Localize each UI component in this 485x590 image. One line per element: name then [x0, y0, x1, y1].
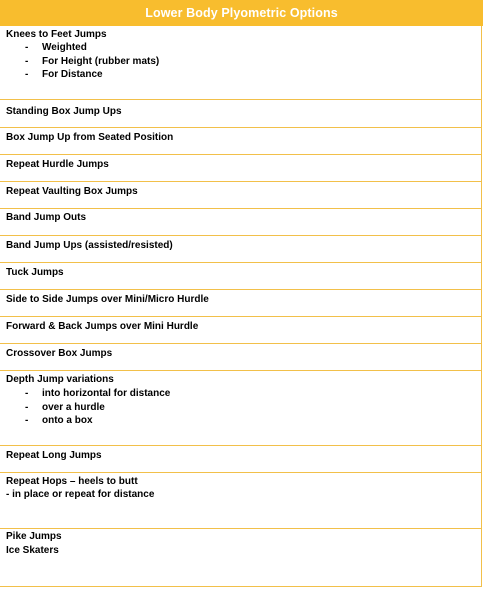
- bullet-dash: -: [25, 388, 29, 399]
- bullet-dash: -: [25, 42, 29, 53]
- sub-item: For Height (rubber mats): [42, 56, 160, 67]
- row-label: Knees to Feet Jumps: [6, 29, 107, 40]
- table-row: [0, 371, 482, 446]
- table-row: [0, 100, 482, 128]
- sub-item: Weighted: [42, 42, 87, 53]
- sub-item: onto a box: [42, 415, 93, 426]
- table-row: [0, 317, 482, 344]
- row-note: - in place or repeat for distance: [6, 489, 155, 500]
- row-label: Crossover Box Jumps: [6, 348, 113, 359]
- row-label: Repeat Vaulting Box Jumps: [6, 186, 138, 197]
- table-row: [0, 182, 482, 209]
- bullet-dash: -: [25, 402, 29, 413]
- table-row: [0, 446, 482, 473]
- row-label: Band Jump Outs: [6, 212, 87, 223]
- row-label: Repeat Hops – heels to butt: [6, 476, 138, 487]
- row-label: Pike Jumps: [6, 531, 62, 542]
- table-row: [0, 473, 482, 529]
- bullet-dash: -: [25, 69, 29, 80]
- table-row: [0, 529, 482, 587]
- sub-item: over a hurdle: [42, 402, 105, 413]
- row-label: Depth Jump variations: [6, 374, 114, 385]
- row-label: Tuck Jumps: [6, 267, 64, 278]
- table-row: [0, 26, 482, 100]
- row-label: Repeat Long Jumps: [6, 450, 102, 461]
- sub-item: into horizontal for distance: [42, 388, 171, 399]
- row-label: Repeat Hurdle Jumps: [6, 159, 109, 170]
- table-row: [0, 209, 482, 236]
- table-row: [0, 236, 482, 263]
- row-label: Standing Box Jump Ups: [6, 106, 122, 117]
- sub-item: For Distance: [42, 69, 103, 80]
- bullet-dash: -: [25, 56, 29, 67]
- table-header-title: Lower Body Plyometric Options: [0, 0, 483, 26]
- row-label: Box Jump Up from Seated Position: [6, 132, 174, 143]
- bullet-dash: -: [25, 415, 29, 426]
- table-row: [0, 128, 482, 155]
- table-row: [0, 155, 482, 182]
- row-label-secondary: Ice Skaters: [6, 545, 59, 556]
- table-row: [0, 263, 482, 290]
- table-row: [0, 290, 482, 317]
- row-label: Forward & Back Jumps over Mini Hurdle: [6, 321, 199, 332]
- row-label: Side to Side Jumps over Mini/Micro Hurdle: [6, 294, 209, 305]
- row-label: Band Jump Ups (assisted/resisted): [6, 240, 173, 251]
- table-row: [0, 344, 482, 371]
